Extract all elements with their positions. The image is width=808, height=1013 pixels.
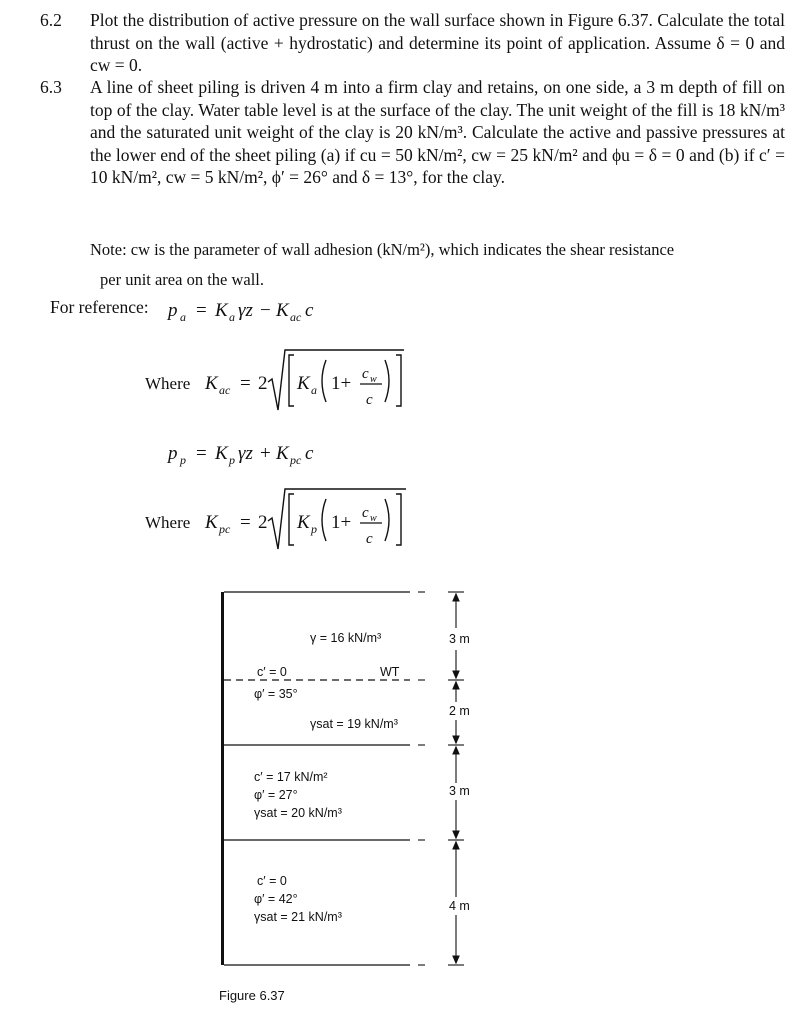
svg-text:a: a xyxy=(180,310,186,324)
water-table-label: WT xyxy=(380,665,400,679)
layer-3-sat-unit-weight: γsat = 20 kN/m³ xyxy=(254,806,342,820)
svg-text:γz: γz xyxy=(238,443,253,464)
reference-label: For reference: xyxy=(50,297,149,317)
svg-text:2: 2 xyxy=(258,512,268,533)
formula-kpc xyxy=(145,489,406,549)
problem-number: 6.3 xyxy=(40,77,62,97)
layer-1-thickness: 3 m xyxy=(449,632,470,646)
svg-text:c: c xyxy=(366,392,373,408)
figure-6-37 xyxy=(0,560,808,1013)
svg-text:a: a xyxy=(229,310,235,324)
svg-text:p: p xyxy=(229,453,235,467)
note-line-2: per unit area on the wall. xyxy=(100,270,265,289)
svg-text:a: a xyxy=(311,383,317,397)
svg-text:=: = xyxy=(240,512,251,533)
svg-text:pc: pc xyxy=(290,453,302,467)
layer-2-cohesion: c′ = 0 xyxy=(257,665,287,679)
problem-number: 6.2 xyxy=(40,10,62,30)
svg-text:=: = xyxy=(196,443,207,464)
figure-caption: Figure 6.37 xyxy=(219,988,285,1003)
layer-2-friction-angle: φ′ = 35° xyxy=(254,687,298,701)
svg-text:K: K xyxy=(276,300,289,321)
svg-text:K: K xyxy=(205,373,218,394)
svg-text:c: c xyxy=(362,505,369,521)
svg-text:p: p xyxy=(180,453,186,467)
svg-text:K: K xyxy=(215,300,228,321)
svg-text:=: = xyxy=(240,373,251,394)
svg-text:ac: ac xyxy=(219,383,231,397)
svg-text:K: K xyxy=(297,512,310,533)
layer-4-thickness: 4 m xyxy=(449,899,470,913)
svg-text:γz: γz xyxy=(238,300,253,321)
problem-text: A line of sheet piling is driven 4 m into a firm clay and retains, on one side, a 3 m depth of fill on top of the clay. Water table level is at the surface of the clay. The unit weight of the fill is 18 kN/m³ and the saturated unit weight of the clay is 20 kN/m³. Calculate the active and passive pressures at the lower end of the sheet piling (a) if cu = 50 kN/m², cw = 25 kN/m² and ϕu = δ = 0 and (b) if c′ = 10 kN/m², cw = 5 kN/m², ϕ′ = 26° and δ = 13°, for the clay. xyxy=(90,77,785,187)
svg-text:K: K xyxy=(276,443,289,464)
layer-3-friction-angle: φ′ = 27° xyxy=(254,788,298,802)
svg-text:2: 2 xyxy=(258,373,268,394)
svg-text:ac: ac xyxy=(290,310,302,324)
svg-text:w: w xyxy=(370,374,377,385)
svg-text:K: K xyxy=(215,443,228,464)
layer-4-cohesion: c′ = 0 xyxy=(257,874,287,888)
where-label: Where xyxy=(145,513,191,532)
formula-active-pressure xyxy=(166,300,314,324)
note-label: Note: xyxy=(90,240,127,259)
layer-3-cohesion: c′ = 17 kN/m² xyxy=(254,770,328,784)
svg-text:c: c xyxy=(305,443,314,464)
wall xyxy=(221,592,224,965)
layer-2-sat-unit-weight: γsat = 19 kN/m³ xyxy=(310,717,398,731)
where-label: Where xyxy=(145,374,191,393)
svg-text:pc: pc xyxy=(219,522,231,536)
problem-text: Plot the distribution of active pressure on the wall surface shown in Figure 6.37. Calculate the total thrust on the wall (active + hydrostatic) and determine its point of application. Assume δ = 0 and cw = 0. xyxy=(90,10,785,75)
svg-text:w: w xyxy=(370,513,377,524)
svg-text:+: + xyxy=(260,443,271,464)
svg-text:p: p xyxy=(168,443,178,464)
svg-text:c: c xyxy=(305,300,314,321)
formula-passive-pressure xyxy=(166,443,314,467)
svg-text:p: p xyxy=(168,300,178,321)
note-line-1: cw is the parameter of wall adhesion (kN/m²), which indicates the shear resistance xyxy=(130,240,675,259)
svg-text:c: c xyxy=(362,366,369,382)
layer-1-unit-weight: γ = 16 kN/m³ xyxy=(310,631,382,645)
svg-text:c: c xyxy=(366,531,373,547)
svg-text:K: K xyxy=(297,373,310,394)
svg-text:K: K xyxy=(205,512,218,533)
svg-text:=: = xyxy=(196,300,207,321)
layer-2-thickness: 2 m xyxy=(449,704,470,718)
formula-kac xyxy=(145,350,404,410)
svg-text:p: p xyxy=(311,522,317,536)
svg-text:1+: 1+ xyxy=(331,512,352,533)
layer-3-thickness: 3 m xyxy=(449,784,470,798)
svg-text:1+: 1+ xyxy=(331,373,352,394)
layer-4-sat-unit-weight: γsat = 21 kN/m³ xyxy=(254,910,342,924)
svg-text:−: − xyxy=(260,300,271,321)
layer-4-friction-angle: φ′ = 42° xyxy=(254,892,298,906)
